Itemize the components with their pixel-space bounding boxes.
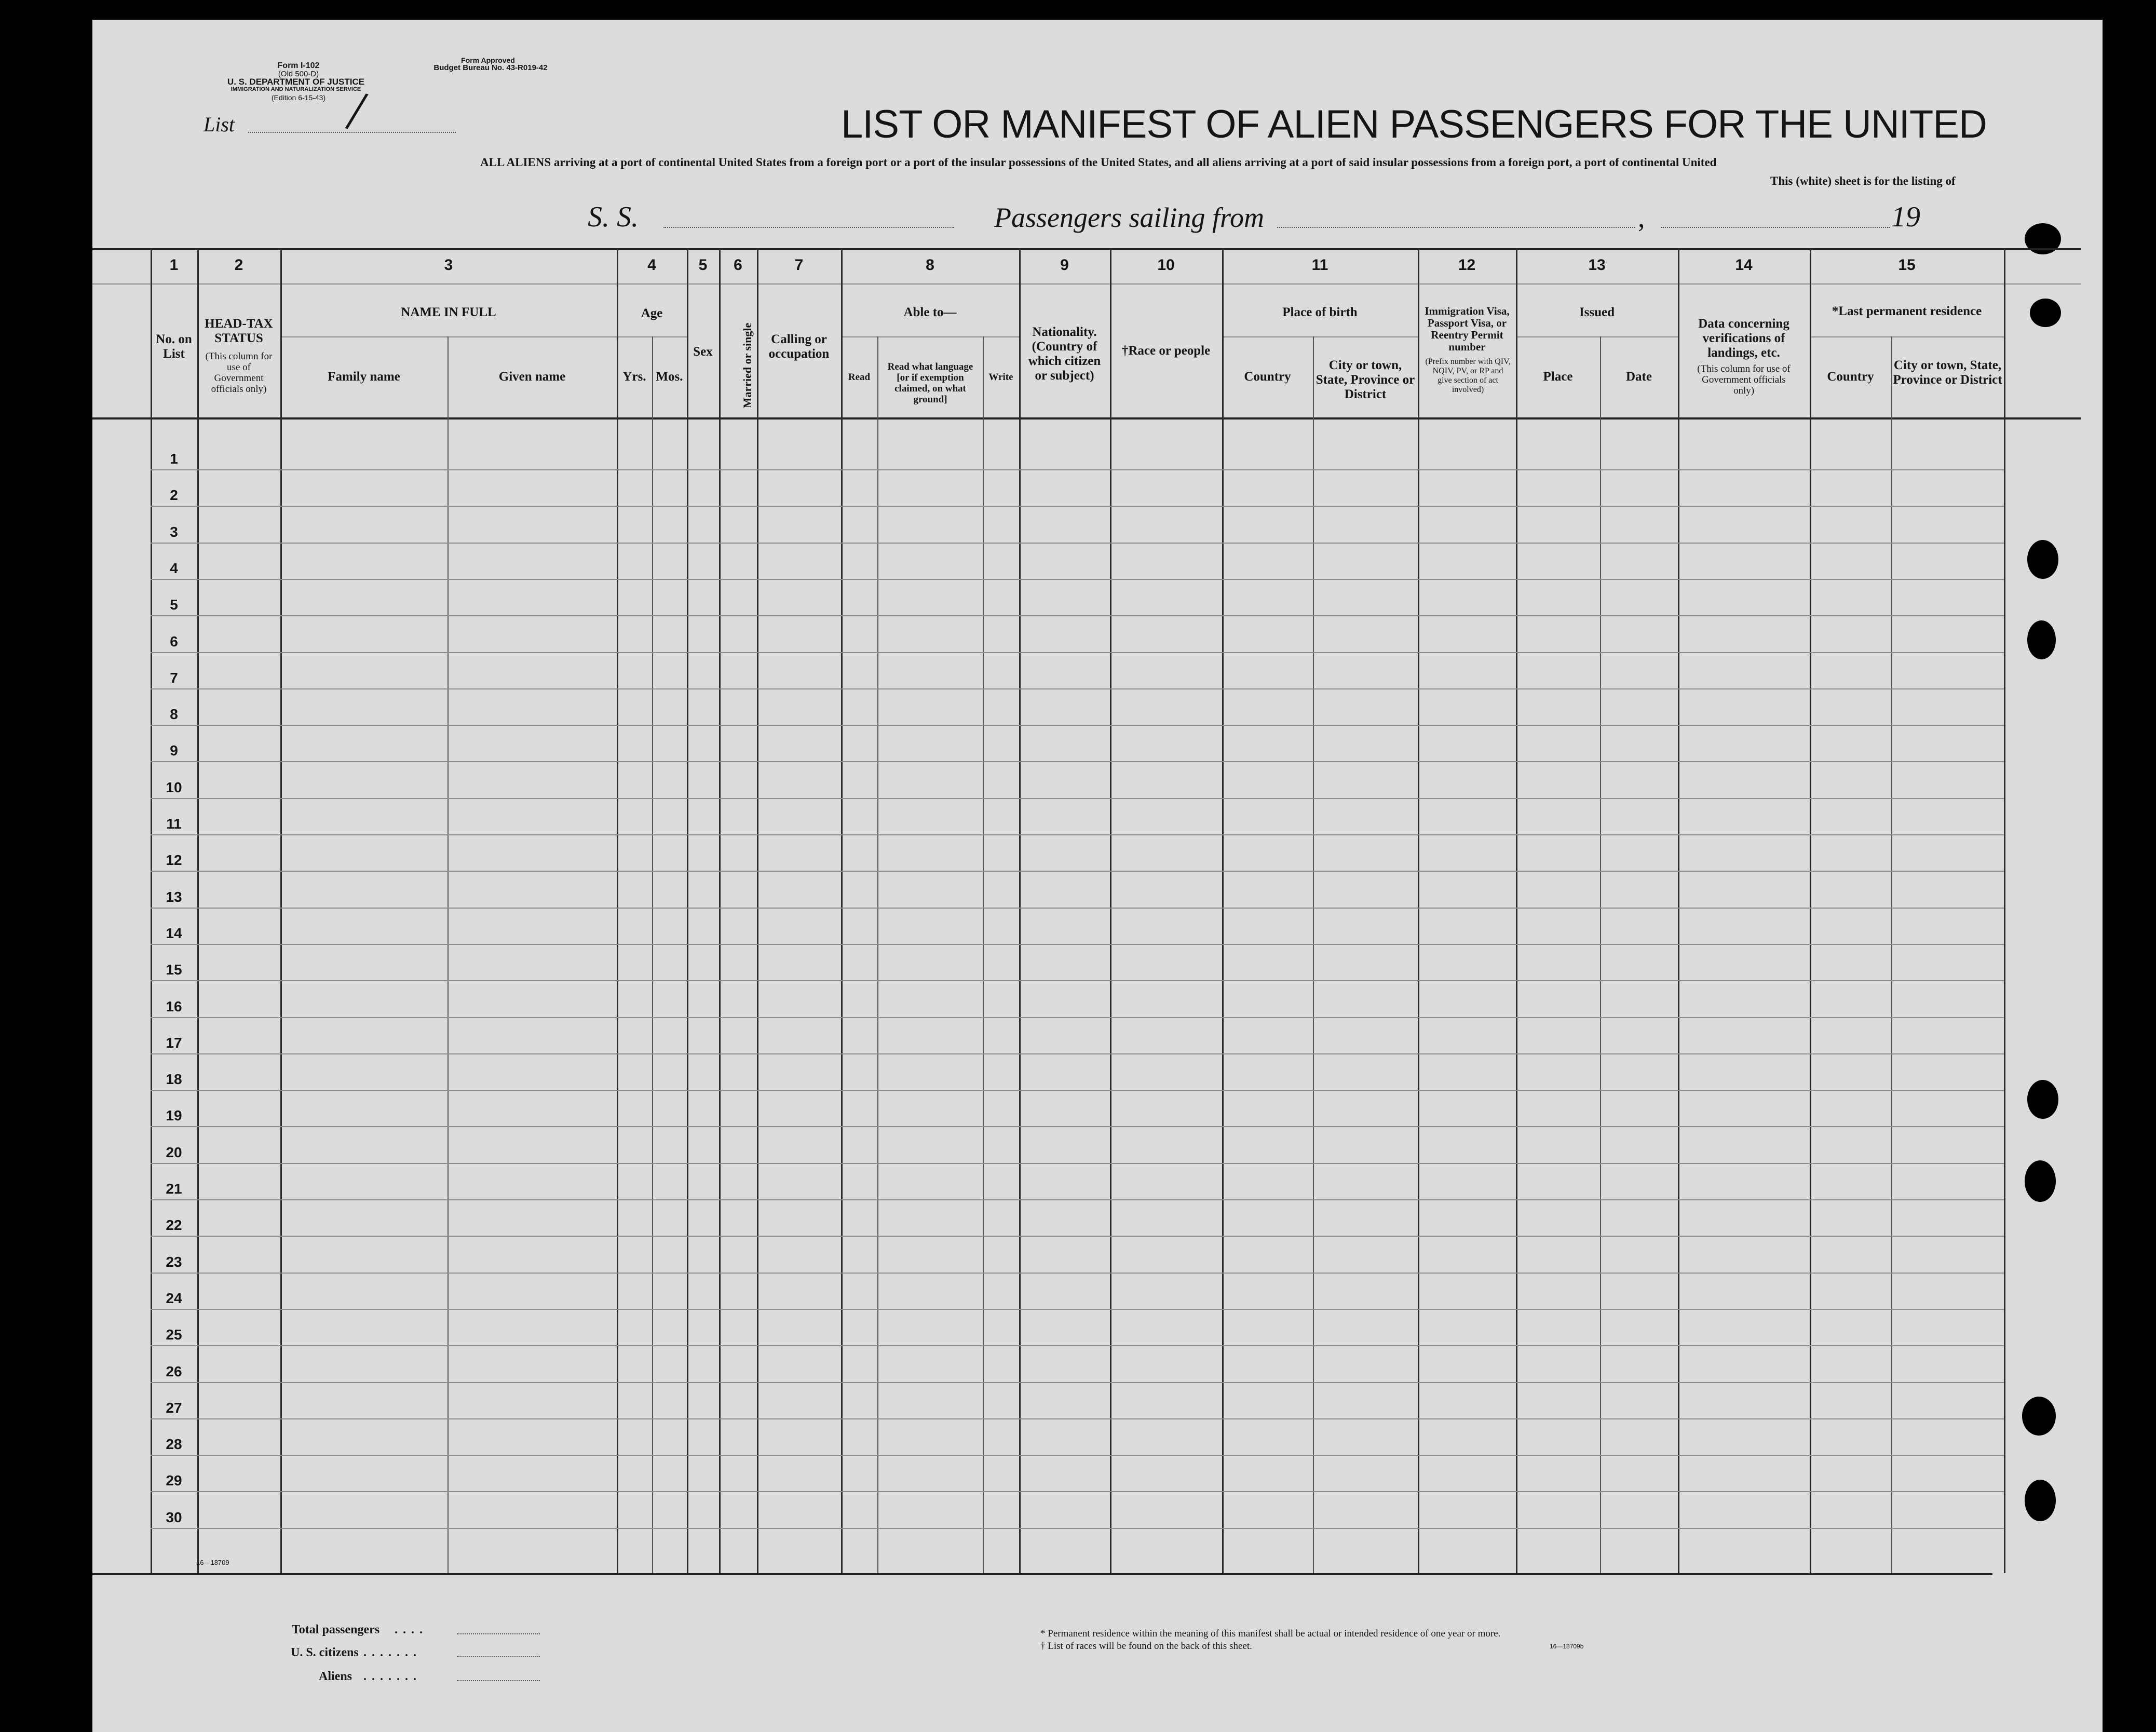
header-residence-city: City or town, State, Province or District <box>1893 358 2002 387</box>
col-line <box>617 248 618 1573</box>
port-field[interactable] <box>1277 227 1635 228</box>
col-line <box>448 336 449 1573</box>
row-number: 20 <box>166 1144 182 1160</box>
col-number: 13 <box>1588 256 1606 274</box>
col-line <box>1019 248 1021 1573</box>
ship-name-field[interactable] <box>663 227 954 228</box>
row-number: 13 <box>166 889 182 905</box>
col-number: 10 <box>1157 256 1175 274</box>
handwritten-mark: / <box>342 78 372 143</box>
binder-hole <box>2025 1160 2056 1202</box>
us-citizens-field[interactable] <box>457 1656 540 1657</box>
col-line <box>687 248 688 1573</box>
print-code-left: 16—18709 <box>196 1559 229 1566</box>
comma: , <box>1638 202 1645 233</box>
total-passengers-field[interactable] <box>457 1633 540 1634</box>
footnote-permanent: * Permanent residence within the meaning of this manifest shall be actual or intended residence of one year or more. <box>1040 1628 1501 1639</box>
page-title: LIST OR MANIFEST OF ALIEN PASSENGERS FOR THE UNITED <box>841 102 1987 146</box>
row-number: 28 <box>166 1436 182 1452</box>
row-number: 16 <box>166 998 182 1014</box>
row-line <box>151 725 2004 726</box>
header-mos: Mos. <box>656 370 683 384</box>
table-bottom-border <box>92 1573 1992 1575</box>
row-line <box>151 944 2004 945</box>
header-issued-place: Place <box>1543 370 1573 384</box>
row-line <box>151 1017 2004 1018</box>
header-yrs: Yrs. <box>622 370 646 384</box>
footnote-print-code: 16—18709b <box>1550 1643 1584 1650</box>
row-number: 11 <box>166 816 182 832</box>
col-line <box>983 336 984 1573</box>
row-number: 5 <box>170 597 178 613</box>
row-number: 29 <box>166 1472 182 1489</box>
us-citizens-dots: ....... <box>363 1646 422 1659</box>
header-family-name: Family name <box>328 370 400 384</box>
col-number: 1 <box>169 256 179 274</box>
row-number: 3 <box>170 524 178 540</box>
col-number: 3 <box>444 256 453 274</box>
header-birth-city: City or town, State, Province or District <box>1316 358 1415 401</box>
year-label: 19 <box>1891 201 1920 233</box>
header-issued: Issued <box>1579 305 1615 319</box>
binder-hole <box>2027 620 2056 659</box>
header-race: †Race or people <box>1121 344 1211 358</box>
row-number: 12 <box>166 852 182 868</box>
header-head-tax-note: (This column for use of Government officials only) <box>205 351 273 395</box>
col-number: 15 <box>1898 256 1916 274</box>
col-number: 6 <box>734 256 742 274</box>
total-passengers-label: Total passengers <box>292 1623 380 1636</box>
row-number: 14 <box>166 925 182 941</box>
col-number: 12 <box>1458 256 1476 274</box>
ss-label: S. S. <box>588 201 639 233</box>
row-number: 23 <box>166 1254 182 1270</box>
row-line <box>151 1345 2004 1346</box>
column-number-divider <box>92 283 2081 285</box>
row-number: 22 <box>166 1217 182 1233</box>
department: U. S. DEPARTMENT OF JUSTICE <box>227 77 365 87</box>
row-number: 2 <box>170 487 178 503</box>
col-line <box>1678 248 1679 1573</box>
list-label: List <box>204 113 235 136</box>
name-subheader-divider <box>280 336 617 337</box>
header-data-concerning: Data concerning verifications of landings, etc. <box>1698 317 1789 360</box>
header-data-note: (This column for use of Government officials only) <box>1697 363 1791 396</box>
binder-hole <box>2025 1480 2056 1521</box>
row-line <box>151 506 2004 507</box>
binder-hole <box>2027 540 2058 579</box>
header-read: Read <box>848 372 871 383</box>
row-number: 15 <box>166 962 182 978</box>
header-sex: Sex <box>693 345 713 359</box>
row-number: 9 <box>170 742 178 759</box>
header-birth-country: Country <box>1244 370 1291 384</box>
aliens-label: Aliens <box>319 1670 352 1683</box>
col-line <box>1418 248 1419 1573</box>
row-line <box>151 834 2004 835</box>
header-head-tax: HEAD-TAX STATUS <box>205 317 273 345</box>
row-line <box>151 798 2004 799</box>
birth-subheader-divider <box>1222 336 1418 337</box>
row-line <box>151 1382 2004 1383</box>
row-line <box>151 908 2004 909</box>
instructions-line-1: ALL ALIENS arriving at a port of continental United States from a foreign port or a port of the insular possessions of the United States, and all aliens arriving at a port of said insular possessions from a foreign port, a port of continental United <box>480 156 1717 169</box>
row-number: 7 <box>170 670 178 686</box>
footnote-races: † List of races will be found on the back of this sheet. <box>1040 1641 1252 1652</box>
row-line <box>151 1236 2004 1237</box>
col-number: 4 <box>647 256 656 274</box>
manifest-sheet <box>92 20 2103 1732</box>
row-line <box>151 1273 2004 1274</box>
col-line <box>757 248 758 1573</box>
header-age: Age <box>641 306 663 320</box>
able-subheader-divider <box>841 336 1019 337</box>
aliens-field[interactable] <box>457 1680 540 1681</box>
budget-bureau: Budget Bureau No. 43-R019-42 <box>433 63 548 72</box>
row-line <box>151 543 2004 544</box>
header-nationality: Nationality. (Country of which citizen or subject) <box>1028 325 1101 383</box>
form-approved: Form Approved <box>461 56 515 64</box>
col-number: 8 <box>926 256 934 274</box>
row-line <box>151 1053 2004 1054</box>
form-number: Form I-102 <box>277 61 320 70</box>
col-line <box>877 336 878 1573</box>
row-number: 17 <box>166 1035 182 1051</box>
row-number: 30 <box>166 1509 182 1525</box>
row-number: 18 <box>166 1071 182 1087</box>
us-citizens-label: U. S. citizens <box>291 1646 359 1659</box>
row-line <box>151 871 2004 872</box>
row-line <box>151 1418 2004 1419</box>
col-line <box>1810 248 1811 1573</box>
header-calling: Calling or occupation <box>768 332 830 361</box>
row-number: 10 <box>166 779 182 795</box>
issued-subheader-divider <box>1516 336 1678 337</box>
col-number: 5 <box>698 256 708 274</box>
col-line <box>719 248 721 1573</box>
row-number: 21 <box>166 1181 182 1197</box>
row-line <box>151 1455 2004 1456</box>
row-line <box>151 1090 2004 1091</box>
row-number: 4 <box>170 560 178 576</box>
col-line <box>1222 248 1224 1573</box>
header-able-to: Able to— <box>903 305 957 319</box>
header-visa: Immigration Visa, Passport Visa, or Reentry Permit number <box>1425 305 1510 353</box>
header-residence-country: Country <box>1827 370 1874 384</box>
col-number: 9 <box>1060 256 1069 274</box>
header-no-on-list: No. on List <box>156 332 192 361</box>
aliens-dots: ....... <box>363 1670 422 1683</box>
table-top-border <box>92 248 2081 250</box>
header-read-language: Read what language [or if exemption claimed, on what ground] <box>887 361 973 405</box>
col-line <box>1891 336 1892 1573</box>
row-number: 26 <box>166 1363 182 1379</box>
col-line <box>280 248 282 1573</box>
header-visa-note: (Prefix number with QIV, NQIV, PV, or RP and give section of act involved) <box>1425 357 1511 394</box>
row-number: 6 <box>170 633 178 650</box>
row-line <box>151 980 2004 981</box>
header-given-name: Given name <box>498 370 566 384</box>
header-last-residence: *Last permanent residence <box>1832 304 1982 318</box>
binder-hole <box>2027 1080 2058 1119</box>
col-line <box>841 248 843 1573</box>
row-line <box>151 579 2004 580</box>
header-bottom-border <box>92 417 2081 420</box>
row-number: 8 <box>170 706 178 722</box>
service: IMMIGRATION AND NATURALIZATION SERVICE <box>230 86 361 92</box>
col-line <box>652 336 653 1573</box>
row-line <box>151 652 2004 653</box>
col-number: 2 <box>234 256 243 274</box>
row-number: 25 <box>166 1327 182 1343</box>
col-line <box>2004 248 2005 1573</box>
old-form-number: (Old 500-D) <box>278 70 319 78</box>
row-line <box>151 469 2004 470</box>
row-number: 27 <box>166 1400 182 1416</box>
col-line <box>1110 248 1111 1573</box>
row-line <box>151 1199 2004 1200</box>
row-line <box>151 1163 2004 1164</box>
col-number: 14 <box>1735 256 1753 274</box>
row-line <box>151 761 2004 762</box>
row-line <box>151 688 2004 689</box>
col-line <box>1600 336 1601 1573</box>
header-write: Write <box>988 372 1013 383</box>
col-line <box>197 248 199 1573</box>
row-line <box>151 1528 2004 1529</box>
header-married: Married or single <box>741 322 754 409</box>
row-line <box>151 1309 2004 1310</box>
edition: (Edition 6-15-43) <box>271 93 326 102</box>
date-field[interactable] <box>1661 227 1890 228</box>
row-line <box>151 615 2004 616</box>
header-issued-date: Date <box>1626 370 1652 384</box>
row-line <box>151 1126 2004 1127</box>
binder-hole <box>2022 1397 2056 1436</box>
header-name-in-full: NAME IN FULL <box>401 305 496 319</box>
col-number: 7 <box>794 256 804 274</box>
col-line <box>1313 336 1314 1573</box>
residence-subheader-divider <box>1810 336 2004 337</box>
col-line <box>1516 248 1517 1573</box>
instructions-line-2: This (white) sheet is for the listing of <box>1770 174 1956 187</box>
header-place-of-birth: Place of birth <box>1282 305 1358 319</box>
row-line <box>151 1491 2004 1492</box>
row-number: 24 <box>166 1290 182 1306</box>
row-number: 1 <box>170 451 178 467</box>
row-number: 19 <box>166 1107 182 1124</box>
total-passengers-dots: .... <box>395 1623 428 1636</box>
col-number: 11 <box>1311 256 1328 274</box>
binder-hole <box>2030 299 2061 327</box>
sailing-from-label: Passengers sailing from <box>994 202 1265 233</box>
